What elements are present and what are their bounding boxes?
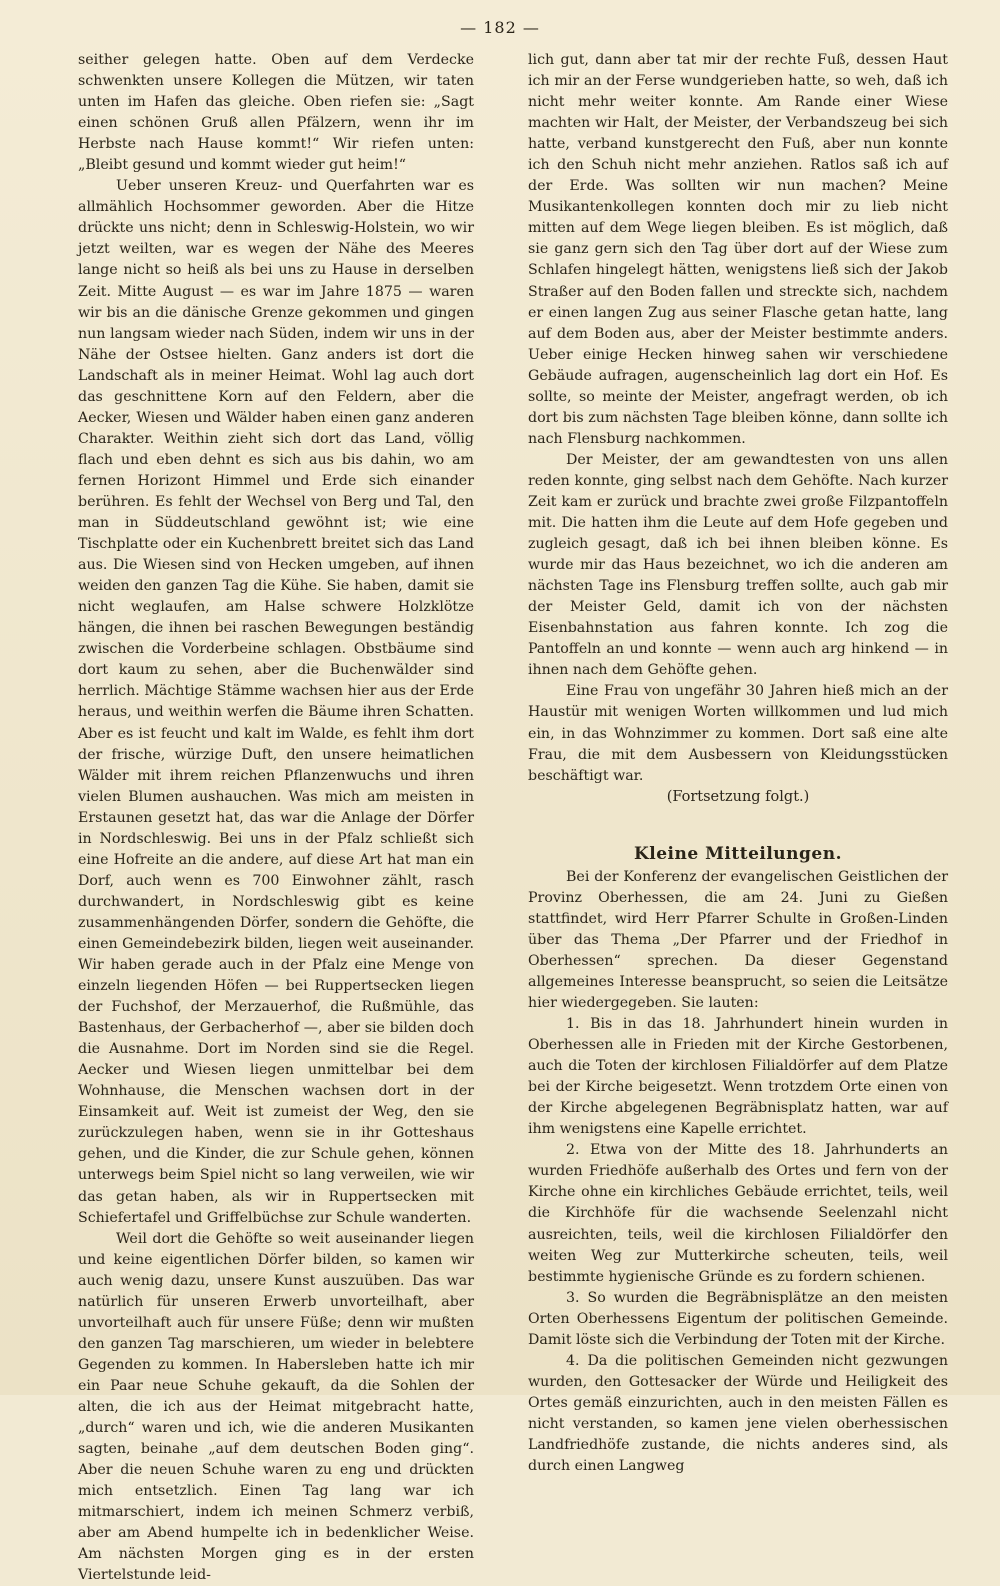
right-column: [528, 50, 948, 1477]
paragraph: Ueber unseren Kreuz- und Querfahrten war es allmählich Hochsommer geworden. Aber die Hitze drückte uns nicht; denn in Schleswig-Holstein, wo wir jetzt weilten, war es wegen der Nähe des Meeres lange nicht so heiß als bei uns zu Hause in derselben Zeit. Mitte August — es war im Jahre 1875 — waren wir bis an die dänische Grenze gekommen und gingen nun langsam wieder nach Süden, indem wir uns in der Nähe der Ostsee hielten. Ganz anders ist dort die Landschaft als in meiner Heimat. Wohl lag auch dort das geschnittene Korn auf den Feldern, aber die Aecker, Wiesen und Wälder haben einen ganz anderen Charakter. Weithin zieht sich dort das Land, völlig flach und eben dehnt es sich aus bis dahin, wo am fernen Horizont Himmel und Erde sich einander berühren. Es fehlt der Wechsel von Berg und Tal, den man in Süddeutschland gewöhnt ist; wie eine Tischplatte oder ein Kuchenbrett breitet sich das Land aus. Die Wiesen sind von Hecken umgeben, auf ihnen weiden den ganzen Tag die Kühe. Sie haben, damit sie nicht weglaufen, am Halse schwere Holzklötze hängen, die ihnen bei raschen Bewegungen beständig zwischen die Vorderbeine schlagen. Obstbäume sind dort kaum zu sehen, aber die Buchenwälder sind herrlich. Mächtige Stämme wachsen hier aus der Erde heraus, und weithin werfen die Bäume ihren Schatten. Aber es ist feucht und kalt im Walde, es fehlt ihm dort der frische, würzige Duft, den unsere heimatlichen Wälder mit ihrem reichen Pflanzenwuchs und ihren vielen Blumen aushauchen. Was mich am meisten in Erstaunen gesetzt hat, das war die Anlage der Dörfer in Nordschleswig. Bei uns in der Pfalz schließt sich eine Hofreite an die andere, auf diese Art hat man ein Dorf, auch wenn es 700 Einwohner zählt, rasch durchwandert, in Nordschleswig gibt es keine zusammenhängenden Dörfer, sondern die Gehöfte, die einen Gemeindebezirk bilden, liegen weit auseinander. Wir haben gerade auch in der Pfalz eine Menge von einzeln liegenden Höfen — bei Ruppertsecken liegen der Fuchshof, der Merzauerhof, die Rußmühle, das Bastenhaus, der Gerbacherhof —, aber sie bilden doch die Ausnahme. Dort im Norden sind sie die Regel. Aecker und Wiesen liegen unmittelbar bei dem Wohnhause, die Menschen wachsen dort in der Einsamkeit auf. Weit ist zumeist der Weg, den sie zurückzulegen haben, wenn sie in ihr Gotteshaus gehen, und die Kinder, die zur Schule gehen, können unterwegs beim Spiel nicht so lang verweilen, wie wir das getan haben, als wir in Ruppertsecken mit Schiefertafel und Griffelbüchse zur Schule wanderten.: [78, 178, 474, 1226]
continuation-note: (Fortsetzung folgt.): [666, 788, 810, 805]
list-item: 3. So wurden die Begräbnisplätze an den meisten Orten Oberhessens Eigentum der politischen Gemeinde. Damit löste sich die Verbindung der Toten mit der Kirche.: [528, 1289, 948, 1348]
page-number: — 182 —: [460, 18, 540, 37]
paragraph: Bei der Konferenz der evangelischen Geistlichen der Provinz Oberhessen, die am 24. Juni zu Gießen stattfindet, wird Herr Pfarrer Schulte in Großen-Linden über das Thema „Der Pfarrer und der Friedhof in Oberhessen“ sprechen. Da dieser Gegenstand allgemeines Interesse beansprucht, so seien die Leitsätze hier wiedergegeben. Sie lauten:: [528, 868, 948, 1012]
paragraph: Weil dort die Gehöfte so weit auseinander liegen und keine eigentlichen Dörfer bilden, so kamen wir auch wenig dazu, unsere Kunst auszuüben. Das war natürlich für unseren Erwerb unvorteilhaft, aber unvorteilhaft auch für unsere Füße; denn wir mußten den ganzen Tag marschieren, um wieder in belebtere Gegenden zu kommen. In Habersleben hatte ich mir ein Paar neue Schuhe gekauft, da die Sohlen der alten, die ich aus der Heimat mitgebracht hatte, „durch“ waren und ich, wie die anderen Musikanten sagten, beinahe „auf dem deutschen Boden ging“. Aber die neuen Schuhe waren zu eng und drückten mich entsetzlich. Einen Tag lang war ich mitmarschiert, indem ich meinen Schmerz verbiß, aber am Abend humpelte ich in bedenklicher Weise. Am nächsten Morgen ging es in der ersten Viertelstunde leid-: [78, 1230, 474, 1584]
paragraph: Eine Frau von ungefähr 30 Jahren hieß mich an der Haustür mit wenigen Worten willkommen und lud mich ein, in das Wohnzimmer zu kommen. Dort saß eine alte Frau, die mit dem Ausbessern von Kleidungsstücken beschäftigt war.: [528, 683, 948, 784]
list-item: 2. Etwa von der Mitte des 18. Jahrhunderts an wurden Friedhöfe außerhalb des Ortes und fern von der Kirche ohne ein kirchliches Gebäude errichtet, teils, weil die Kirchhöfe für die wachsende Seelenzahl nicht ausreichten, teils, weil die kirchlosen Filialdörfer den weiten Weg zur Mutterkirche scheuten, teils, weil bestimmte hygienische Gründe es zu fordern schienen.: [528, 1142, 948, 1285]
list-item: 4. Da die politischen Gemeinden nicht gezwungen wurden, den Gottesacker der Würde und Heiligkeit des Ortes gemäß einzurichten, auch in den meisten Fällen es nicht verstanden, so kamen jene vielen oberhessischen Landfriedhöfe zustande, die nichts anderes sind, als durch einen Langweg: [528, 1352, 948, 1475]
left-column: [78, 50, 474, 1586]
paragraph: lich gut, dann aber tat mir der rechte Fuß, dessen Haut ich mir an der Ferse wundgerieben hatte, so weh, daß ich nicht mehr weiter konnte. Am Rande einer Wiese machten wir Halt, der Meister, der Verbandszeug bei sich hatte, verband kunstgerecht den Fuß, aber nun konnte ich den Schuh nicht mehr anziehen. Ratlos saß ich auf der Erde. Was sollten wir nun machen? Meine Musikantenkollegen konnten doch mir zu lieb nicht mitten auf dem Wege liegen bleiben. Es ist möglich, daß sie ganz gern sich den Tag über dort auf der Wiese zum Schlafen hingelegt hätten, wenigstens ließ sich der Jakob Straßer auf den Boden fallen und streckte sich, nachdem er einen langen Zug aus seiner Flasche getan hatte, lang auf dem Boden aus, aber der Meister bestimmte anders. Ueber einige Hecken hinweg sahen wir verschiedene Gebäude aufragen, augenscheinlich lag dort ein Hof. Es sollte, so meinte der Meister, angefragt werden, ob ich dort bis zum nächsten Tage bleiben könne, dann sollte ich nach Flensburg nachkommen.: [528, 52, 948, 447]
paragraph: seither gelegen hatte. Oben auf dem Verdecke schwenkten unsere Kollegen die Mützen, wir taten unten im Hafen das gleiche. Oben riefen sie: „Sagt einen schönen Gruß allen Pfälzern, wenn ihr im Herbste nach Hause kommt!“ Wir riefen unten: „Bleibt gesund und kommt wieder gut heim!“: [78, 52, 474, 174]
list-item: 1. Bis in das 18. Jahrhundert hinein wurden in Oberhessen alle in Frieden mit der Kirche Gestorbenen, auch die Toten der kirchlosen Filialdörfer auf dem Platze bei der Kirche beigesetzt. Wenn trotzdem Orte einen von der Kirche abgelegenen Begräbnisplatz hatten, war auf ihm wenigstens eine Kapelle errichtet.: [528, 1016, 948, 1138]
section-title: Kleine Mitteilungen.: [633, 843, 842, 864]
paragraph: Der Meister, der am gewandtesten von uns allen reden konnte, ging selbst nach dem Gehöfte. Nach kurzer Zeit kam er zurück und brachte zwei große Filzpantoffeln mit. Die hatten ihm die Leute auf dem Hofe gegeben und zugleich gesagt, daß ich bei ihnen bleiben könne. Es wurde mir das Haus bezeichnet, wo ich die anderen am nächsten Tage ins Flensburg treffen sollte, auch gab mir der Meister Geld, damit ich von der nächsten Eisenbahnstation aus fahren konnte. Ich zog die Pantoffeln an und konnte — wenn auch arg hinkend — in ihnen nach dem Gehöfte gehen.: [528, 451, 948, 679]
